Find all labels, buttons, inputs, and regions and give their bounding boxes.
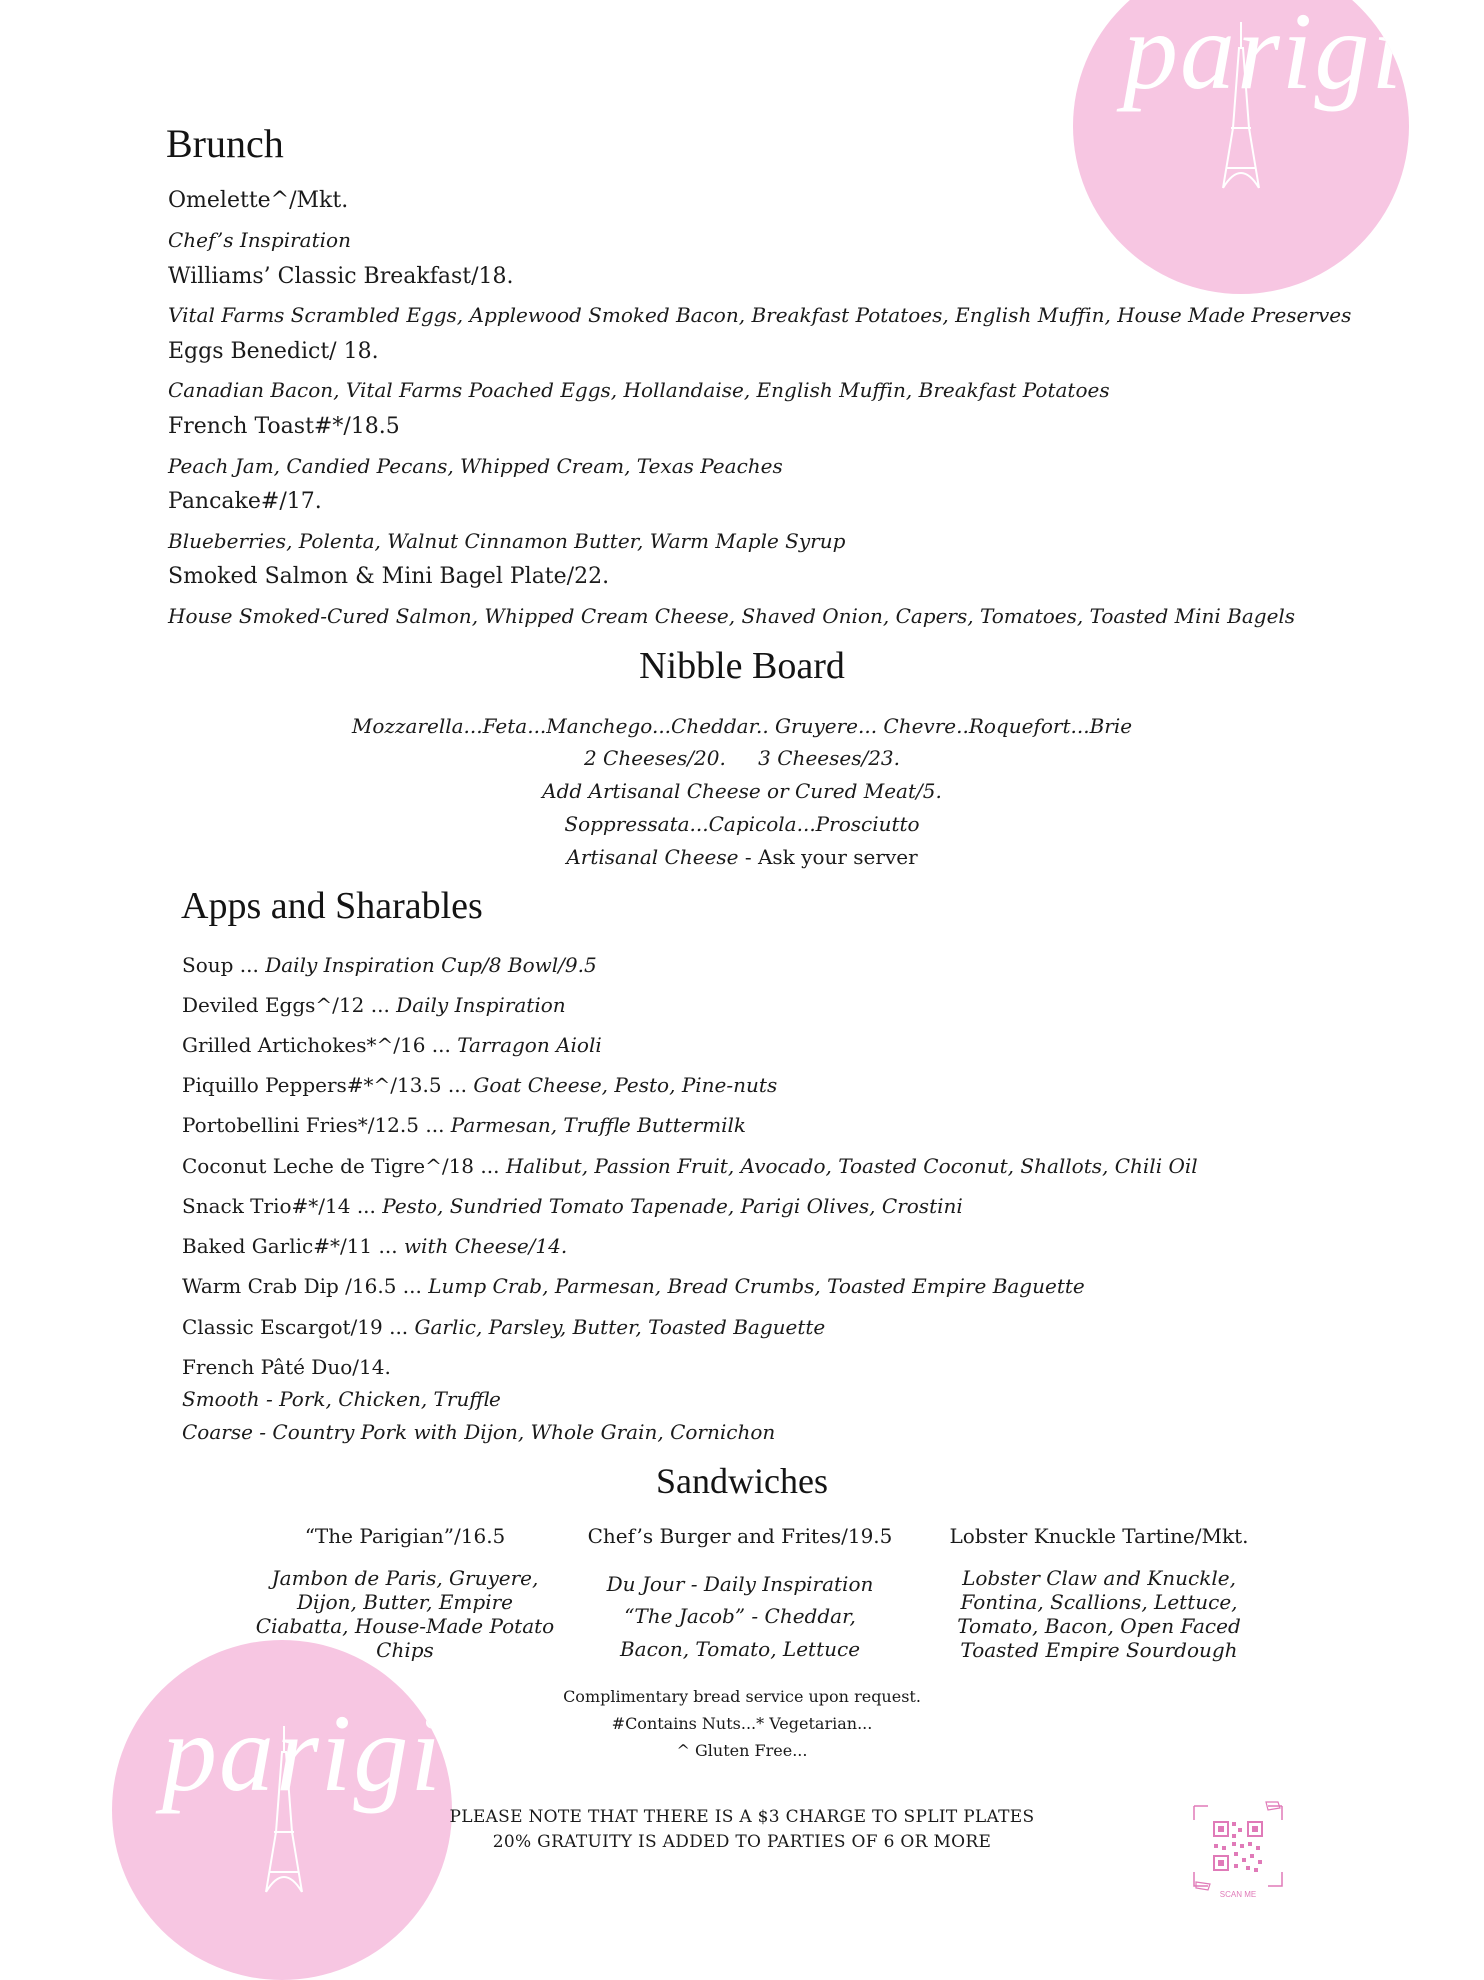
- app-item-desc: Daily Inspiration Cup/8 Bowl/9.5: [265, 953, 597, 977]
- app-item-name: Classic Escargot/19 ...: [182, 1315, 415, 1339]
- app-item: [182, 1274, 1085, 1298]
- app-item-name: Coconut Leche de Tigre^/18 ...: [182, 1154, 506, 1178]
- brunch-item-desc: Chef’s Inspiration: [168, 228, 351, 252]
- app-item: [182, 1194, 963, 1218]
- app-item: [182, 1234, 567, 1258]
- qr-code[interactable]: [1188, 1800, 1288, 1904]
- nibble-board-title: Nibble Board: [639, 645, 845, 687]
- app-item-name: Deviled Eggs^/12 ...: [182, 993, 397, 1017]
- app-item-desc: Garlic, Parsley, Butter, Toasted Baguette: [414, 1315, 826, 1339]
- app-item-desc: with Cheese/14.: [403, 1234, 568, 1258]
- sandwich-title: Chef’s Burger and Frites/19.5: [587, 1524, 893, 1548]
- pate-smooth: Smooth - Pork, Chicken, Truffle: [182, 1387, 501, 1411]
- brunch-item-desc: Canadian Bacon, Vital Farms Poached Eggs, Hollandaise, English Muffin, Breakfast Potatoes: [168, 378, 1110, 402]
- app-item: [182, 1073, 777, 1097]
- app-item: [182, 1113, 746, 1137]
- qr-code-icon: [1188, 1800, 1288, 1892]
- app-item-desc: Daily Inspiration: [396, 993, 566, 1017]
- brunch-item-name: Pancake#/17.: [168, 489, 322, 514]
- app-item-desc: Goat Cheese, Pesto, Pine-nuts: [473, 1073, 778, 1097]
- logo-text: parigi: [162, 1692, 443, 1814]
- app-item-name: Portobellini Fries*/12.5 ...: [182, 1113, 451, 1137]
- app-item-name: Piquillo Peppers#*^/13.5 ...: [182, 1073, 474, 1097]
- apps-title: Apps and Sharables: [181, 885, 483, 927]
- sandwich-desc: Jambon de Paris, Gruyere, Dijon, Butter, Empire Ciabatta, House-Made Potato Chips: [255, 1566, 555, 1662]
- sandwich-desc-dujour: Du Jour - Daily Inspiration: [606, 1572, 874, 1596]
- brunch-item-name: French Toast#*/18.5: [168, 414, 400, 439]
- nibble-add-on: Add Artisanal Cheese or Cured Meat/5.: [542, 779, 942, 803]
- app-item: [182, 953, 597, 977]
- brunch-item-desc: Vital Farms Scrambled Eggs, Applewood Smoked Bacon, Breakfast Potatoes, English Muffin, House Made Preserves: [168, 303, 1352, 327]
- app-item-desc: Parmesan, Truffle Buttermilk: [450, 1113, 747, 1137]
- logo-top: [1073, 0, 1409, 294]
- brunch-item-name: Smoked Salmon & Mini Bagel Plate/22.: [168, 564, 610, 589]
- gratuity-note: 20% GRATUITY IS ADDED TO PARTIES OF 6 OR MORE: [492, 1832, 992, 1852]
- pate-name: French Pâté Duo/14.: [182, 1355, 391, 1379]
- brunch-item-name: Omelette^/Mkt.: [168, 188, 349, 213]
- sandwich-title: Lobster Knuckle Tartine/Mkt.: [949, 1524, 1249, 1548]
- brunch-title: Brunch: [166, 121, 284, 166]
- brunch-item-name: Williams’ Classic Breakfast/18.: [168, 264, 514, 289]
- sandwich-desc: Lobster Claw and Knuckle, Fontina, Scallions, Lettuce, Tomato, Bacon, Open Faced Toasted Empire Sourdough: [957, 1566, 1241, 1662]
- brunch-item-desc: Peach Jam, Candied Pecans, Whipped Cream, Texas Peaches: [168, 454, 783, 478]
- app-item: [182, 1315, 825, 1339]
- sandwich-desc-jacob: “The Jacob” - Cheddar, Bacon, Tomato, Lettuce: [619, 1604, 861, 1661]
- eiffel-tower-icon: [1209, 18, 1273, 218]
- artisanal-note: - Ask your server: [738, 845, 918, 869]
- app-item-name: Soup ...: [182, 953, 266, 977]
- brunch-item-desc: House Smoked-Cured Salmon, Whipped Cream Cheese, Shaved Onion, Capers, Tomatoes, Toasted Mini Bagels: [168, 604, 1296, 628]
- brunch-item-desc: Blueberries, Polenta, Walnut Cinnamon Butter, Warm Maple Syrup: [168, 529, 846, 553]
- qr-scan-label: SCAN ME: [1219, 1890, 1257, 1899]
- app-item-desc: Halibut, Passion Fruit, Avocado, Toasted Coconut, Shallots, Chili Oil: [505, 1154, 1198, 1178]
- app-item-desc: Pesto, Sundried Tomato Tapenade, Parigi Olives, Crostini: [382, 1194, 963, 1218]
- brunch-item-name: Eggs Benedict/ 18.: [168, 339, 379, 364]
- app-item-desc: Tarragon Aioli: [457, 1033, 602, 1057]
- app-item: [182, 1154, 1198, 1178]
- sandwich-col-lobster: [944, 1524, 1254, 1662]
- split-plate-note: PLEASE NOTE THAT THERE IS A $3 CHARGE TO SPLIT PLATES: [449, 1807, 1035, 1827]
- sandwich-title: “The Parigian”/16.5: [304, 1524, 506, 1548]
- nibble-artisanal: [0, 845, 1484, 869]
- legend-nuts-vegetarian: #Contains Nuts...* Vegetarian...: [611, 1714, 873, 1733]
- nibble-cheeses: Mozzarella...Feta...Manchego...Cheddar.. Gruyere... Chevre..Roquefort...Brie: [351, 714, 1133, 738]
- app-item-desc: Lump Crab, Parmesan, Bread Crumbs, Toasted Empire Baguette: [428, 1274, 1085, 1298]
- nibble-price-three: 3 Cheeses/23.: [758, 746, 901, 770]
- legend-gluten-free: ^ Gluten Free...: [676, 1741, 808, 1760]
- artisanal-label: Artisanal Cheese: [566, 845, 739, 869]
- app-item-name: Grilled Artichokes*^/16 ...: [182, 1033, 458, 1057]
- nibble-meats: Soppressata...Capicola...Prosciutto: [564, 812, 920, 836]
- nibble-prices: [0, 746, 1484, 770]
- app-item: [182, 993, 566, 1017]
- app-item-name: Warm Crab Dip /16.5 ...: [182, 1274, 429, 1298]
- sandwiches-title: Sandwiches: [656, 1461, 828, 1501]
- logo-text: parigi: [1123, 0, 1404, 112]
- bread-note: Complimentary bread service upon request.: [563, 1687, 921, 1706]
- sandwich-col-burger: [580, 1524, 900, 1666]
- app-item-name: Snack Trio#*/14 ...: [182, 1194, 383, 1218]
- app-item-name: Baked Garlic#*/11 ...: [182, 1234, 404, 1258]
- app-item: [182, 1033, 602, 1057]
- pate-coarse: Coarse - Country Pork with Dijon, Whole Grain, Cornichon: [182, 1420, 776, 1444]
- nibble-price-two: 2 Cheeses/20.: [583, 746, 726, 770]
